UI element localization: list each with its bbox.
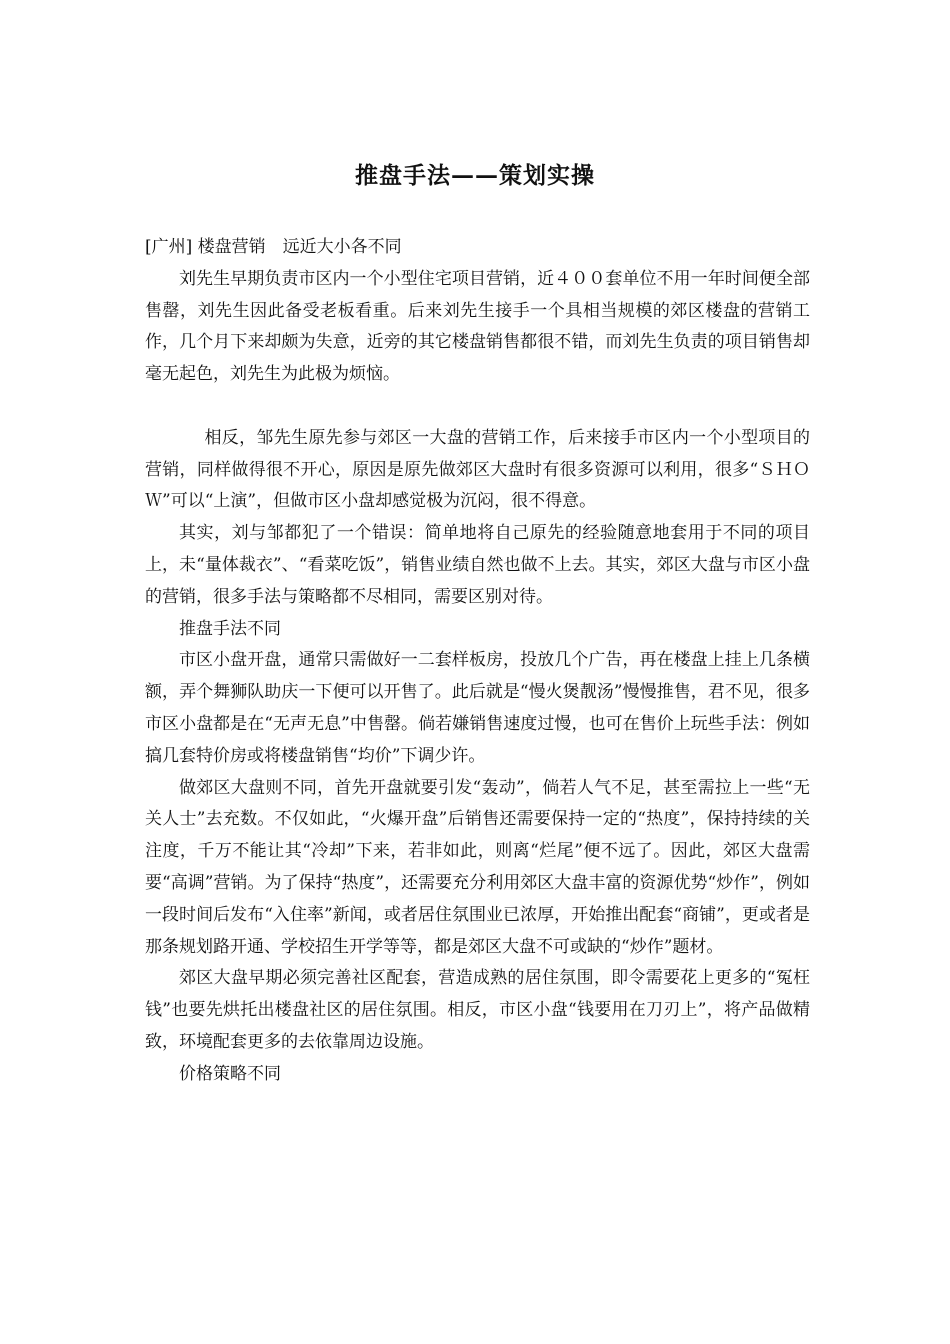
paragraph-city-small-project: 市区小盘开盘，通常只需做好一二套样板房，投放几个广告，再在楼盘上挂上几条横额，弄个舞狮队助庆一下便可以开售了。此后就是“慢火煲靓汤”慢慢推售，君不见，很多市区小盘都是在“无声无息”中售罄。倘若嫌销售速度过慢，也可在售价上玩些手法：例如搞几套特价房或将楼盘销售“均价”下调少许。 — [145, 650, 810, 766]
dateline: [广州] 楼盘营销 远近大小各不同 — [145, 237, 402, 257]
section-heading-pricing-strategy: 价格策略不同 — [179, 1063, 281, 1084]
paragraph-zou: 相反，邹先生原先参与郊区一大盘的营销工作，后来接手市区内一个小型项目的营销，同样做得很不开心，原因是原先做郊区大盘时有很多资源可以利用，很多“ＳＨＯＷ”可以“上演”，但做市区小盘却感觉极为沉闷，很不得意。 — [145, 427, 810, 512]
paragraph-gap — [145, 391, 810, 423]
section-heading-sales-tactics: 推盘手法不同 — [179, 618, 281, 639]
document-body — [145, 232, 810, 1091]
document-title: 推盘手法——策划实操 — [355, 162, 595, 189]
paragraph-analysis: 其实，刘与邹都犯了一个错误：简单地将自己原先的经验随意地套用于不同的项目上，未“量体裁衣”、“看菜吃饭”，销售业绩自然也做不上去。其实，郊区大盘与市区小盘的营销，很多手法与策略都不尽相同，需要区别对待。 — [145, 523, 810, 607]
paragraph-suburb-large-project: 做郊区大盘则不同，首先开盘就要引发“轰动”，倘若人气不足，甚至需拉上一些“无关人士”去充数。不仅如此，“火爆开盘”后销售还需要保持一定的“热度”，保持持续的关注度，千万不能让其“冷却”下来，若非如此，则离“烂尾”便不远了。因此，郊区大盘需要“高调”营销。为了保持“热度”，还需要充分利用郊区大盘丰富的资源优势“炒作”，例如一段时间后发布“入住率”新闻，或者居住氛围业已浓厚，开始推出配套“商铺”，更或者是那条规划路开通、学校招生开学等等，都是郊区大盘不可或缺的“炒作”题材。 — [145, 777, 810, 957]
paragraph-liu: 刘先生早期负责市区内一个小型住宅项目营销，近４００套单位不用一年时间便全部售罄，刘先生因此备受老板看重。后来刘先生接手一个具相当规模的郊区楼盘的营销工作，几个月下来却颇为失意，近旁的其它楼盘销售都很不错，而刘先生负责的项目销售却毫无起色，刘先生为此极为烦恼。 — [145, 268, 810, 385]
paragraph-community-facilities: 郊区大盘早期必须完善社区配套，营造成熟的居住氛围，即令需要花上更多的“冤枉钱”也要先烘托出楼盘社区的居住氛围。相反，市区小盘“钱要用在刀刃上”，将产品做精致，环境配套更多的去依靠周边设施。 — [145, 968, 810, 1052]
